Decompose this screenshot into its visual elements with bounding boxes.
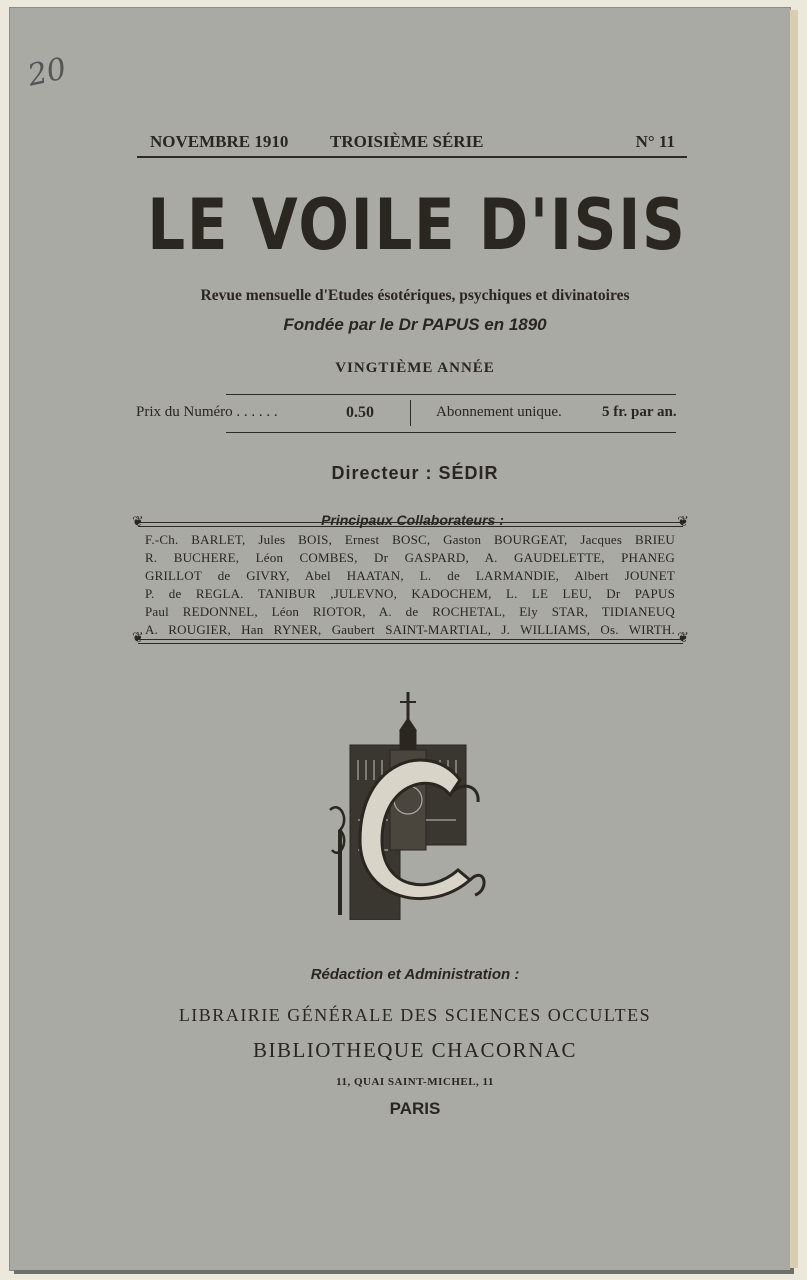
header-rule: [137, 156, 687, 158]
collaborators-title: Principaux Collaborateurs :: [321, 512, 504, 528]
issue-header: [150, 132, 675, 156]
collaborator-line: R. BUCHERE, Léon COMBES, Dr GASPARD, A. GAUDELETTE, PHANEG: [145, 550, 675, 565]
price-rule-bottom: [226, 432, 676, 433]
magazine-subtitle: Revue mensuelle d'Etudes ésotériques, psychiques et divinatoires: [200, 287, 630, 304]
issue-series: TROISIÈME SÉRIE: [330, 132, 484, 151]
ornament-bottom-right-icon: ❦: [677, 631, 689, 646]
collaborator-line: GRILLOT de GIVRY, Abel HAATAN, L. de LARMANDIE, Albert JOUNET: [145, 568, 675, 583]
price-divider: [410, 400, 411, 426]
director-line: Directeur : SÉDIR: [331, 463, 499, 483]
ornament-top-right-icon: ❦: [677, 515, 689, 530]
founded-line: Fondée par le Dr PAPUS en 1890: [283, 315, 547, 334]
publisher-bibliotheque: BIBLIOTHEQUE CHACORNAC: [252, 1038, 578, 1062]
volume-year: VINGTIÈME ANNÉE: [335, 360, 495, 376]
ornament-bottom-left-icon: ❦: [132, 631, 144, 646]
price-rule-top: [226, 394, 676, 395]
publisher-librairie: LIBRAIRIE GÉNÉRALE DES SCIENCES OCCULTES: [178, 1005, 652, 1025]
issue-date: NOVEMBRE 1910: [150, 132, 289, 151]
collaborator-line: P. de REGLA. TANIBUR ,JULEVNO, KADOCHEM, L. LE LEU, Dr PAPUS: [145, 586, 675, 601]
price-label: Prix du Numéro . . . . . .: [136, 404, 278, 420]
redaction-heading: Rédaction et Administration :: [310, 966, 520, 983]
subscription-label: Abonnement unique.: [436, 404, 562, 420]
ornament-top-left-icon: ❦: [132, 515, 144, 530]
magazine-title: LE VOILE D'ISIS: [147, 184, 687, 266]
price-value: 0.50: [346, 404, 374, 421]
publisher-city: PARIS: [389, 1099, 441, 1118]
subscription-value: 5 fr. par an.: [602, 404, 677, 420]
price-row: [136, 404, 696, 428]
issue-number: N° 11: [635, 132, 675, 151]
cathedral-letter-c-emblem-icon: [320, 690, 500, 920]
collaborator-line: Paul REDONNEL, Léon RIOTOR, A. de ROCHETAL, Ely STAR, TIDIANEUQ: [145, 604, 675, 619]
publisher-address: 11, QUAI SAINT-MICHEL, 11: [336, 1076, 494, 1088]
handwritten-mark: 20: [24, 51, 70, 94]
collaborator-line: A. ROUGIER, Han RYNER, Gaubert SAINT-MARTIAL, J. WILLIAMS, Os. WIRTH.: [145, 622, 675, 637]
cover-spine: [790, 10, 798, 1268]
collaborator-line: F.-Ch. BARLET, Jules BOIS, Ernest BOSC, Gaston BOURGEAT, Jacques BRIEU: [145, 532, 675, 547]
